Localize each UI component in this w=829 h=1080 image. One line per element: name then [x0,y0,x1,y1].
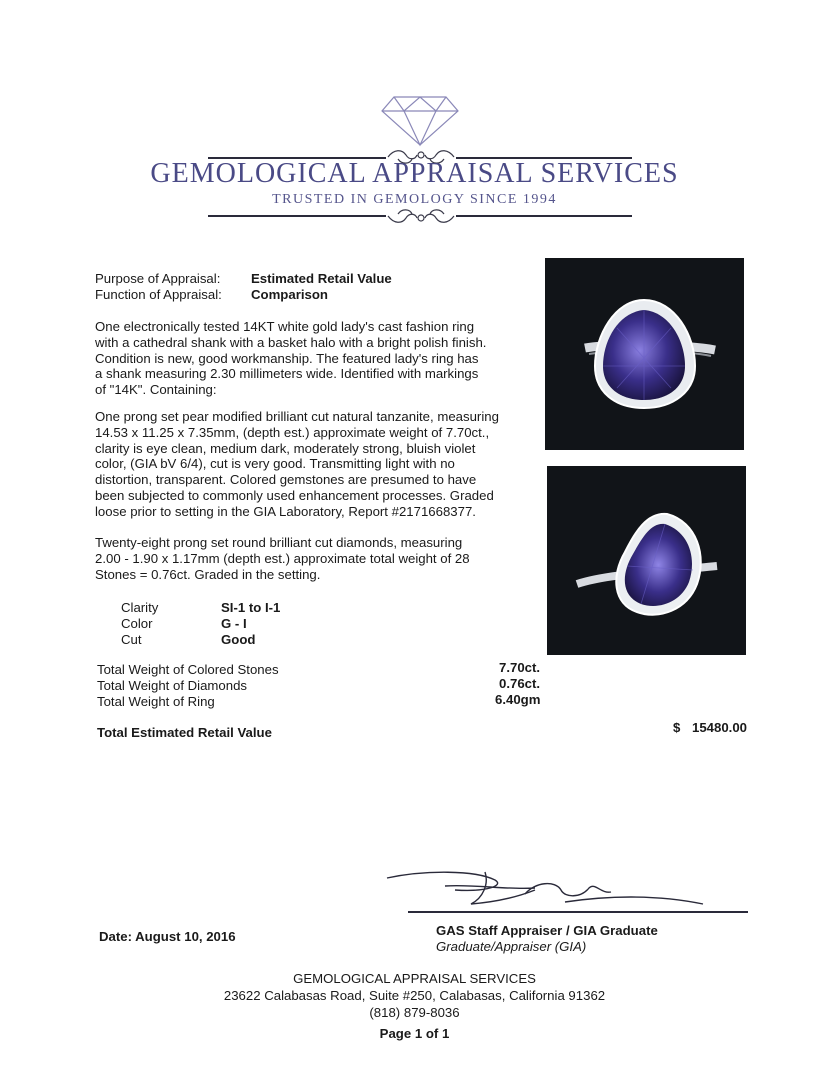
appraiser-title: GAS Staff Appraiser / GIA Graduate [436,923,658,938]
tanzanite-description [95,409,535,520]
text-line: clarity is eye clean, medium dark, moderately strong, bluish violet [95,440,476,456]
function-value: Comparison [251,287,328,302]
company-tagline: TRUSTED IN GEMOLOGY SINCE 1994 [272,192,557,207]
header-rule-bottom-right [456,215,632,217]
signature-line [408,911,748,913]
company-name: GEMOLOGICAL APPRAISAL SERVICES [150,158,679,189]
footer-phone: (818) 879-8036 [369,1005,460,1020]
total-currency: $ [673,720,681,735]
text-line: One prong set pear modified brilliant cut natural tanzanite, measuring [95,409,499,424]
text-line: loose prior to setting in the GIA Laboratory, Report #2171668377. [95,503,476,519]
text-line: of "14K". Containing: [95,382,217,398]
text-line: One electronically tested 14KT white gold lady's cast fashion ring [95,319,475,334]
grading-label-cut: Cut [121,632,142,647]
text-line: 2.00 - 1.90 x 1.17mm (depth est.) approximate total weight of 28 [95,550,470,566]
function-label: Function of Appraisal: [95,287,222,302]
purpose-value: Estimated Retail Value [251,271,392,286]
header-rule-bottom [208,215,386,217]
grading-label-clarity: Clarity [121,600,159,615]
weight-label-colored-stones: Total Weight of Colored Stones [97,662,279,677]
weight-value-ring: 6.40gm [495,692,541,707]
ring-front-image [545,258,744,450]
text-line: been subjected to commonly used enhancement processes. Graded [95,487,494,503]
weight-label-diamonds: Total Weight of Diamonds [97,678,248,693]
ring-angle-image [547,466,746,655]
text-line: a shank measuring 2.30 millimeters wide. Identified with markings [95,366,479,382]
text-line: Stones = 0.76ct. Graded in the setting. [95,566,321,582]
footer-address: 23622 Calabasas Road, Suite #250, Calabasas, California 91362 [223,988,606,1003]
grading-value-clarity: SI-1 to I-1 [221,600,281,615]
text-line: distortion, transparent. Colored gemstones are presumed to have [95,472,477,488]
weight-value-colored-stones: 7.70ct. [499,660,541,675]
ring-photo-front [545,258,744,450]
footer-company: GEMOLOGICAL APPRAISAL SERVICES [293,971,536,986]
diamond-description [95,535,525,582]
appraisal-date: Date: August 10, 2016 [99,929,236,944]
grading-value-color: G - I [221,616,247,631]
grading-label-color: Color [121,616,153,631]
weight-label-ring: Total Weight of Ring [97,694,215,709]
purpose-label: Purpose of Appraisal: [95,271,221,286]
ring-description [95,319,525,398]
text-line: 14.53 x 11.25 x 7.35mm, (depth est.) approximate weight of 7.70ct., [95,424,490,440]
text-line: color, (GIA bV 6/4), cut is very good. Transmitting light with no [95,456,455,472]
text-line: Twenty-eight prong set round brilliant cut diamonds, measuring [95,535,463,550]
text-line: Condition is new, good workmanship. The featured lady's ring has [95,350,479,366]
total-amount: 15480.00 [692,720,748,735]
weight-value-diamonds: 0.76ct. [499,676,541,691]
text-line: with a cathedral shank with a basket halo with a bright polish finish. [95,334,487,350]
flourish-bottom-icon [384,206,458,228]
page-number: Page 1 of 1 [379,1026,450,1041]
total-label: Total Estimated Retail Value [97,725,272,740]
appraiser-subtitle: Graduate/Appraiser (GIA) [436,939,587,954]
ring-photo-angle [547,466,746,655]
grading-value-cut: Good [221,632,256,647]
diamond-logo-icon [380,95,460,147]
